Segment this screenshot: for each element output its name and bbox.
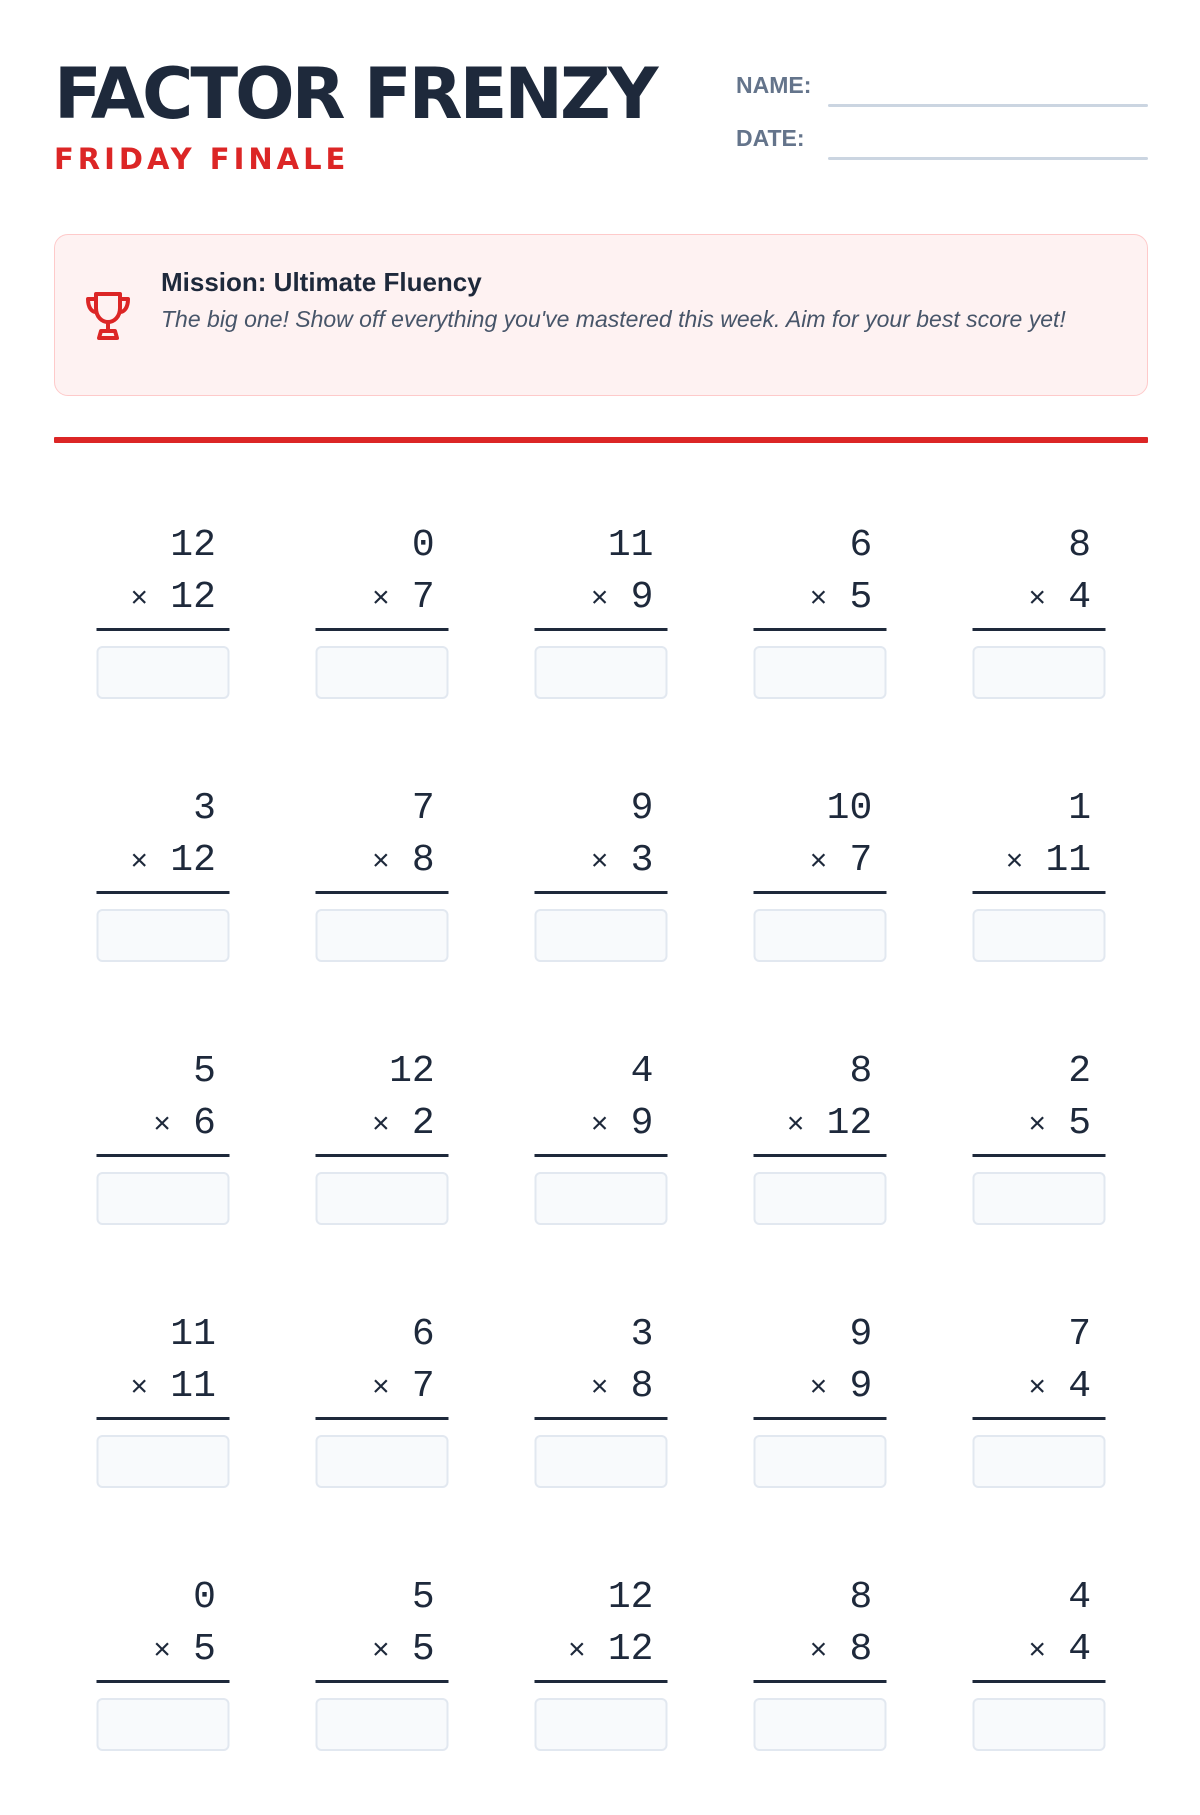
problem-top-number: 10 [826, 787, 873, 830]
problem-bottom-number: 9 [849, 1365, 873, 1408]
problem-bottom-row [753, 572, 886, 631]
problem-bottom-number: 12 [170, 839, 216, 882]
problem-bottom-number: 5 [193, 1628, 216, 1671]
times-operator: × [590, 1372, 609, 1406]
problem-top-number: 7 [1068, 1313, 1092, 1356]
problem-stack [534, 520, 667, 699]
problem-top-number: 11 [170, 1313, 216, 1356]
multiplication-problem [54, 763, 273, 1026]
problem-bottom-number: 5 [1068, 1102, 1092, 1145]
multiplication-problem [54, 1289, 273, 1552]
problem-top-number: 8 [1068, 524, 1092, 567]
times-operator: × [371, 1372, 390, 1406]
problem-stack [753, 520, 886, 699]
multiplication-problem [710, 763, 929, 1026]
times-operator: × [1028, 583, 1047, 617]
problem-stack [972, 520, 1105, 699]
multiplication-problem [492, 763, 711, 1026]
problem-bottom-row [534, 572, 667, 631]
problem-bottom-number: 9 [630, 576, 654, 619]
problem-stack [753, 1309, 886, 1488]
times-operator: × [809, 1372, 828, 1406]
problem-top-number: 5 [193, 1050, 216, 1093]
problem-bottom-number: 8 [411, 839, 435, 882]
answer-box[interactable] [97, 1435, 230, 1488]
problem-top-number: 12 [170, 524, 216, 567]
problem-bottom-row [972, 1361, 1105, 1420]
answer-box[interactable] [753, 646, 886, 699]
problem-bottom-row [316, 835, 449, 894]
answer-box[interactable] [97, 1172, 230, 1225]
times-operator: × [590, 846, 609, 880]
times-operator: × [130, 1372, 149, 1406]
multiplication-problem [710, 1552, 929, 1815]
multiplication-problem [492, 1026, 711, 1289]
problem-bottom-row [753, 835, 886, 894]
multiplication-problem [54, 1026, 273, 1289]
problem-bottom-row [972, 572, 1105, 631]
answer-box[interactable] [316, 1698, 449, 1751]
problem-bottom-row [753, 1098, 886, 1157]
problem-bottom-number: 5 [849, 576, 873, 619]
times-operator: × [809, 846, 828, 880]
problem-stack [97, 1309, 230, 1488]
problem-stack [753, 1046, 886, 1225]
worksheet-header [54, 52, 1148, 182]
problem-top-number: 4 [1068, 1576, 1092, 1619]
problem-bottom-row [316, 572, 449, 631]
multiplication-problem [273, 1026, 492, 1289]
problem-bottom-number: 11 [1045, 839, 1092, 882]
problem-bottom-row [534, 835, 667, 894]
multiplication-problem [929, 500, 1148, 763]
problem-stack [316, 1572, 449, 1751]
answer-box[interactable] [972, 1698, 1105, 1751]
problem-bottom-number: 6 [193, 1102, 216, 1145]
problem-bottom-number: 12 [826, 1102, 873, 1145]
problem-top-number: 11 [607, 524, 654, 567]
problem-top-number: 12 [389, 1050, 435, 1093]
answer-box[interactable] [316, 909, 449, 962]
problem-bottom-row [316, 1624, 449, 1683]
problem-stack [97, 783, 230, 962]
section-divider [54, 437, 1148, 443]
times-operator: × [130, 846, 149, 880]
problem-top-number: 6 [411, 1313, 435, 1356]
mission-description: The big one! Show off everything you've mastered this week. Aim for your best score yet! [161, 306, 1066, 332]
multiplication-problem [929, 1026, 1148, 1289]
problem-bottom-row [97, 1361, 230, 1420]
multiplication-problem [929, 763, 1148, 1026]
problem-bottom-number: 12 [170, 576, 216, 619]
name-field[interactable] [736, 70, 1148, 110]
answer-box[interactable] [316, 1172, 449, 1225]
mission-title: Mission: Ultimate Fluency [161, 267, 482, 297]
problem-stack [972, 783, 1105, 962]
problem-bottom-row [97, 835, 230, 894]
multiplication-problem [492, 1552, 711, 1815]
times-operator: × [590, 583, 609, 617]
answer-box[interactable] [534, 1435, 667, 1488]
multiplication-problem [54, 500, 273, 763]
problem-stack [972, 1309, 1105, 1488]
problem-bottom-row [972, 1098, 1105, 1157]
problem-bottom-number: 4 [1068, 576, 1092, 619]
problem-top-number: 8 [849, 1050, 873, 1093]
multiplication-problem [54, 1552, 273, 1815]
times-operator: × [809, 1635, 828, 1669]
answer-box[interactable] [97, 909, 230, 962]
problem-bottom-number: 2 [411, 1102, 435, 1145]
problem-stack [534, 1309, 667, 1488]
problem-top-number: 1 [1068, 787, 1092, 830]
times-operator: × [1028, 1372, 1047, 1406]
date-field[interactable] [736, 123, 1148, 163]
problem-bottom-row [534, 1361, 667, 1420]
problem-stack [316, 520, 449, 699]
times-operator: × [153, 1109, 172, 1143]
problem-bottom-number: 5 [411, 1628, 435, 1671]
name-input-line[interactable] [828, 104, 1148, 107]
answer-box[interactable] [316, 646, 449, 699]
multiplication-problem [929, 1289, 1148, 1552]
problem-bottom-number: 11 [170, 1365, 216, 1408]
problem-bottom-row [753, 1361, 886, 1420]
multiplication-problem [273, 1552, 492, 1815]
problem-bottom-number: 7 [849, 839, 873, 882]
answer-box[interactable] [534, 909, 667, 962]
multiplication-problem [710, 1026, 929, 1289]
problem-top-number: 0 [411, 524, 435, 567]
problem-top-number: 9 [630, 787, 654, 830]
problem-bottom-row [753, 1624, 886, 1683]
answer-box[interactable] [534, 1172, 667, 1225]
multiplication-problem [273, 500, 492, 763]
times-operator: × [567, 1635, 586, 1669]
answer-box[interactable] [316, 1435, 449, 1488]
answer-box[interactable] [97, 1698, 230, 1751]
multiplication-problem [492, 1289, 711, 1552]
problem-bottom-row [972, 835, 1105, 894]
answer-box[interactable] [753, 1172, 886, 1225]
problem-top-number: 6 [849, 524, 873, 567]
answer-box[interactable] [972, 909, 1105, 962]
problem-bottom-row [316, 1361, 449, 1420]
problem-bottom-number: 12 [607, 1628, 654, 1671]
times-operator: × [371, 1109, 390, 1143]
times-operator: × [1028, 1109, 1047, 1143]
answer-box[interactable] [753, 1435, 886, 1488]
date-input-line[interactable] [828, 157, 1148, 160]
problem-bottom-number: 9 [630, 1102, 654, 1145]
date-label: DATE: [736, 125, 805, 151]
times-operator: × [590, 1109, 609, 1143]
problem-stack [97, 1572, 230, 1751]
times-operator: × [786, 1109, 805, 1143]
answer-box[interactable] [97, 646, 230, 699]
worksheet-title: FACTOR FRENZY [54, 53, 656, 135]
problem-top-number: 8 [849, 1576, 873, 1619]
times-operator: × [371, 1635, 390, 1669]
name-label: NAME: [736, 72, 812, 98]
times-operator: × [1005, 846, 1024, 880]
times-operator: × [371, 583, 390, 617]
multiplication-problem [929, 1552, 1148, 1815]
problem-top-number: 12 [607, 1576, 654, 1619]
times-operator: × [1028, 1635, 1047, 1669]
problem-stack [316, 783, 449, 962]
problem-stack [534, 1572, 667, 1751]
problem-bottom-number: 8 [630, 1365, 654, 1408]
multiplication-problem [273, 763, 492, 1026]
problem-stack [97, 520, 230, 699]
problem-top-number: 3 [193, 787, 216, 830]
answer-box[interactable] [972, 646, 1105, 699]
problem-bottom-row [534, 1624, 667, 1683]
multiplication-problem [710, 500, 929, 763]
times-operator: × [371, 846, 390, 880]
problem-bottom-number: 4 [1068, 1628, 1092, 1671]
problem-top-number: 2 [1068, 1050, 1092, 1093]
multiplication-problem [710, 1289, 929, 1552]
answer-box[interactable] [972, 1435, 1105, 1488]
problem-bottom-row [534, 1098, 667, 1157]
answer-box[interactable] [534, 1698, 667, 1751]
answer-box[interactable] [534, 646, 667, 699]
mission-callout [54, 234, 1148, 396]
problem-stack [97, 1046, 230, 1225]
problem-bottom-number: 7 [411, 1365, 435, 1408]
multiplication-problem [273, 1289, 492, 1552]
problem-stack [316, 1309, 449, 1488]
trophy-icon [83, 290, 133, 342]
problem-grid [54, 500, 1148, 1671]
problem-top-number: 4 [630, 1050, 654, 1093]
problem-stack [316, 1046, 449, 1225]
problem-bottom-row [972, 1624, 1105, 1683]
answer-box[interactable] [753, 909, 886, 962]
worksheet-subtitle: FRIDAY FINALE [54, 142, 350, 176]
answer-box[interactable] [753, 1698, 886, 1751]
problem-bottom-row [97, 572, 230, 631]
problem-top-number: 3 [630, 1313, 654, 1356]
problem-top-number: 9 [849, 1313, 873, 1356]
problem-bottom-number: 7 [411, 576, 435, 619]
problem-top-number: 0 [193, 1576, 216, 1619]
problem-stack [972, 1572, 1105, 1751]
problem-bottom-row [316, 1098, 449, 1157]
times-operator: × [130, 583, 149, 617]
problem-top-number: 7 [411, 787, 435, 830]
times-operator: × [809, 583, 828, 617]
problem-stack [534, 1046, 667, 1225]
problem-stack [753, 783, 886, 962]
problem-bottom-number: 8 [849, 1628, 873, 1671]
answer-box[interactable] [972, 1172, 1105, 1225]
problem-bottom-number: 3 [630, 839, 654, 882]
problem-stack [972, 1046, 1105, 1225]
problem-bottom-row [97, 1624, 230, 1683]
problem-top-number: 5 [411, 1576, 435, 1619]
problem-stack [753, 1572, 886, 1751]
problem-bottom-row [97, 1098, 230, 1157]
problem-bottom-number: 4 [1068, 1365, 1092, 1408]
times-operator: × [153, 1635, 172, 1669]
multiplication-problem [492, 500, 711, 763]
problem-stack [534, 783, 667, 962]
